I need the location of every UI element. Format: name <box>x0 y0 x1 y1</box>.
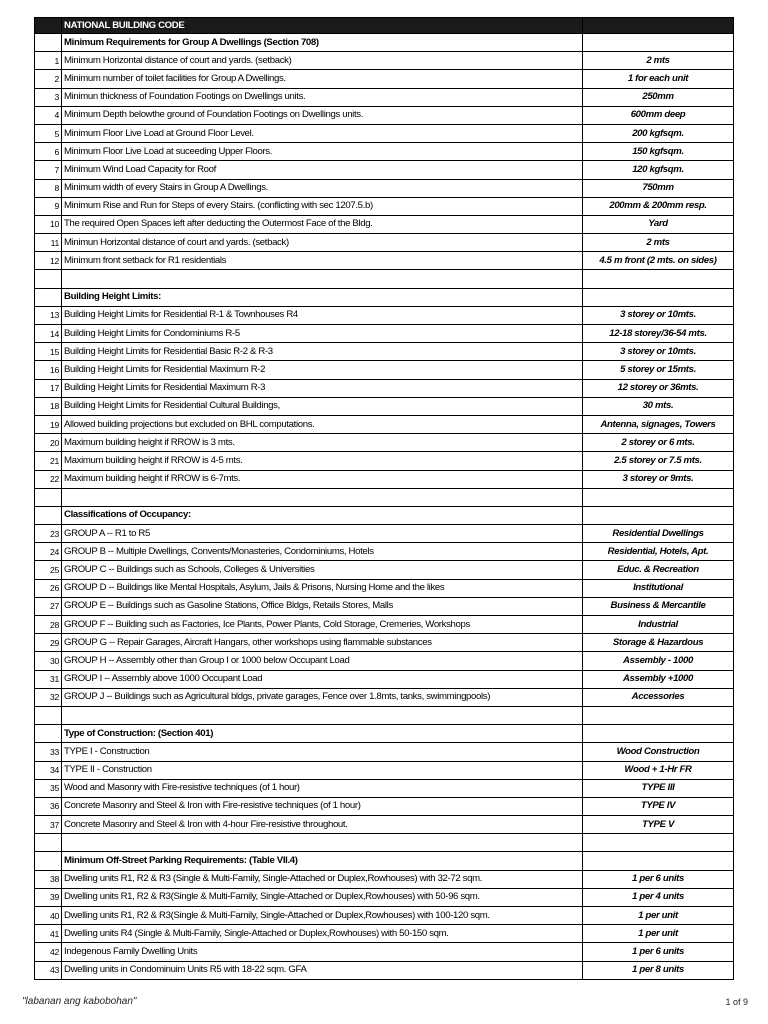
requirement-description: TYPE II - Construction <box>62 761 583 779</box>
row-number: 28 <box>35 616 62 634</box>
requirement-description: Minimum number of toilet facilities for Group A Dwellings. <box>62 70 583 88</box>
row-number <box>35 834 62 852</box>
requirement-description: Minimum Rise and Run for Steps of every Stairs. (conflicting with sec 1207.5.b) <box>62 197 583 215</box>
table-row <box>35 161 734 179</box>
row-number: 8 <box>35 179 62 197</box>
requirement-description: GROUP B -- Multiple Dwellings, Convents/Monasteries, Condominiums, Hotels <box>62 543 583 561</box>
requirement-value: 2 mts <box>583 234 734 252</box>
requirement-description: Building Height Limits for Residential R-1 & Townhouses R4 <box>62 306 583 324</box>
sheet-title: NATIONAL BUILDING CODE <box>62 18 583 34</box>
section-title: Classifications of Occupancy: <box>62 506 583 524</box>
table-row <box>35 670 734 688</box>
header-value-cell <box>583 18 734 34</box>
requirement-description <box>62 270 583 288</box>
requirement-value: Educ. & Recreation <box>583 561 734 579</box>
row-number: 13 <box>35 306 62 324</box>
table-row <box>35 325 734 343</box>
requirement-description: Dwelling units R1, R2 & R3(Single & Multi-Family, Single-Attached or Duplex,Rowhouses) with 50-96 sqm. <box>62 888 583 906</box>
row-number: 18 <box>35 397 62 415</box>
row-number: 34 <box>35 761 62 779</box>
table-row <box>35 361 734 379</box>
section-header-row <box>35 288 734 306</box>
requirement-description: GROUP J -- Buildings such as Agricultural bldgs, private garages, Fence over 1.8mts, tanks, swimmingpools) <box>62 688 583 706</box>
requirement-value: 30 mts. <box>583 397 734 415</box>
table-row <box>35 579 734 597</box>
requirement-value: 3 storey or 9mts. <box>583 470 734 488</box>
requirement-description: Minimum Horizontal distance of court and yards. (setback) <box>62 52 583 70</box>
table-row <box>35 106 734 124</box>
requirement-value: 1 per 6 units <box>583 870 734 888</box>
requirement-description: GROUP E -- Buildings such as Gasoline Stations, Office Bldgs, Retails Stores, Malls <box>62 597 583 615</box>
requirement-value: 200mm & 200mm resp. <box>583 197 734 215</box>
requirement-description: Minimum Depth belowthe ground of Foundation Footings on Dwellings units. <box>62 106 583 124</box>
requirement-description: Dwelling units R1, R2 & R3(Single & Multi-Family, Single-Attached or Duplex,Rowhouses) with 100-120 sqm. <box>62 907 583 925</box>
table-row <box>35 743 734 761</box>
requirement-description <box>62 488 583 506</box>
row-number: 11 <box>35 234 62 252</box>
requirement-value: TYPE V <box>583 816 734 834</box>
requirement-description: GROUP A -- R1 to R5 <box>62 525 583 543</box>
row-number: 22 <box>35 470 62 488</box>
table-row <box>35 870 734 888</box>
requirement-description: Dwelling units R1, R2 & R3 (Single & Multi-Family, Single-Attached or Duplex,Rowhouses) with 32-72 sqm. <box>62 870 583 888</box>
requirement-value <box>583 706 734 724</box>
table-row <box>35 234 734 252</box>
requirement-value <box>583 34 734 52</box>
requirement-description: GROUP H -- Assembly other than Group I or 1000 below Occupant Load <box>62 652 583 670</box>
table-row <box>35 543 734 561</box>
table-row <box>35 634 734 652</box>
requirement-value: Yard <box>583 215 734 233</box>
requirement-value <box>583 834 734 852</box>
table-row <box>35 688 734 706</box>
requirement-value: Accessories <box>583 688 734 706</box>
requirement-value: Industrial <box>583 616 734 634</box>
requirement-value: 2 mts <box>583 52 734 70</box>
table-header-row <box>35 18 734 34</box>
requirement-description: Building Height Limits for Residential Maximum R-2 <box>62 361 583 379</box>
requirement-value: Assembly +1000 <box>583 670 734 688</box>
row-number: 10 <box>35 215 62 233</box>
row-number <box>35 852 62 870</box>
requirement-value: 750mm <box>583 179 734 197</box>
row-number: 6 <box>35 143 62 161</box>
table-row <box>35 452 734 470</box>
row-number: 30 <box>35 652 62 670</box>
requirement-value: Residential Dwellings <box>583 525 734 543</box>
requirement-description: Building Height Limits for Residential Basic R-2 & R-3 <box>62 343 583 361</box>
table-row <box>35 415 734 433</box>
row-number <box>35 706 62 724</box>
header-num-cell <box>35 18 62 34</box>
requirement-description: Building Height Limits for Condominiums R-5 <box>62 325 583 343</box>
blank-row <box>35 270 734 288</box>
row-number: 36 <box>35 797 62 815</box>
requirement-description: Maximum building height if RROW is 6-7mts. <box>62 470 583 488</box>
section-title: Minimum Requirements for Group A Dwellings (Section 708) <box>62 34 583 52</box>
table-row <box>35 943 734 961</box>
table-row <box>35 179 734 197</box>
requirement-description: Building Height Limits for Residential Maximum R-3 <box>62 379 583 397</box>
row-number: 42 <box>35 943 62 961</box>
row-number <box>35 506 62 524</box>
requirement-value: Wood Construction <box>583 743 734 761</box>
row-number: 39 <box>35 888 62 906</box>
row-number: 9 <box>35 197 62 215</box>
requirement-description: GROUP G -- Repair Garages, Aircraft Hangars, other workshops using flammable substances <box>62 634 583 652</box>
row-number: 37 <box>35 816 62 834</box>
row-number: 29 <box>35 634 62 652</box>
section-header-row <box>35 725 734 743</box>
table-row <box>35 52 734 70</box>
row-number: 40 <box>35 907 62 925</box>
section-header-row <box>35 506 734 524</box>
requirement-value <box>583 725 734 743</box>
requirement-value: TYPE III <box>583 779 734 797</box>
requirement-description: The required Open Spaces left after deducting the Outermost Face of the Bldg. <box>62 215 583 233</box>
requirement-value: Antenna, signages, Towers <box>583 415 734 433</box>
table-row <box>35 434 734 452</box>
table-row <box>35 88 734 106</box>
row-number: 12 <box>35 252 62 270</box>
row-number: 14 <box>35 325 62 343</box>
row-number <box>35 725 62 743</box>
requirement-description: Wood and Masonry with Fire-resistive techniques (of 1 hour) <box>62 779 583 797</box>
requirement-description: Minimum Floor Live Load at suceeding Upper Floors. <box>62 143 583 161</box>
blank-row <box>35 834 734 852</box>
table-row <box>35 215 734 233</box>
requirement-value: 1 per 4 units <box>583 888 734 906</box>
requirement-value <box>583 270 734 288</box>
row-number: 16 <box>35 361 62 379</box>
row-number: 43 <box>35 961 62 979</box>
table-row <box>35 888 734 906</box>
requirement-value <box>583 288 734 306</box>
row-number <box>35 34 62 52</box>
requirement-value <box>583 488 734 506</box>
requirement-description <box>62 834 583 852</box>
requirement-description: Concrete Masonry and Steel & Iron with Fire-resistive techniques (of 1 hour) <box>62 797 583 815</box>
table-row <box>35 343 734 361</box>
requirement-value: Business & Mercantile <box>583 597 734 615</box>
requirement-description: Allowed building projections but excluded on BHL computations. <box>62 415 583 433</box>
row-number: 2 <box>35 70 62 88</box>
requirement-value: 250mm <box>583 88 734 106</box>
table-row <box>35 397 734 415</box>
row-number: 27 <box>35 597 62 615</box>
table-row <box>35 124 734 142</box>
building-code-sheet <box>34 17 734 980</box>
row-number: 26 <box>35 579 62 597</box>
row-number: 5 <box>35 124 62 142</box>
requirement-value: TYPE IV <box>583 797 734 815</box>
requirement-description: Concrete Masonry and Steel & Iron with 4-hour Fire-resistive throughout. <box>62 816 583 834</box>
row-number: 17 <box>35 379 62 397</box>
requirement-description: Minimun Horizontal distance of court and yards. (setback) <box>62 234 583 252</box>
blank-row <box>35 706 734 724</box>
requirement-description: Minimun thickness of Foundation Footings on Dwellings units. <box>62 88 583 106</box>
table-row <box>35 197 734 215</box>
section-header-row <box>35 852 734 870</box>
row-number: 32 <box>35 688 62 706</box>
requirement-description: GROUP I -- Assembly above 1000 Occupant Load <box>62 670 583 688</box>
requirement-value: 1 per 8 units <box>583 961 734 979</box>
requirement-value: 2 storey or 6 mts. <box>583 434 734 452</box>
table-row <box>35 652 734 670</box>
requirement-value: Residential, Hotels, Apt. <box>583 543 734 561</box>
requirement-value: 4.5 m front (2 mts. on sides) <box>583 252 734 270</box>
requirement-value <box>583 852 734 870</box>
row-number: 21 <box>35 452 62 470</box>
row-number: 15 <box>35 343 62 361</box>
row-number: 19 <box>35 415 62 433</box>
table-row <box>35 143 734 161</box>
requirement-description: Maximum building height if RROW is 3 mts. <box>62 434 583 452</box>
row-number: 24 <box>35 543 62 561</box>
table-row <box>35 816 734 834</box>
footer-motto: "labanan ang kabobohan" <box>22 996 137 1007</box>
requirement-value: 600mm deep <box>583 106 734 124</box>
requirement-description: Minimum width of every Stairs in Group A Dwellings. <box>62 179 583 197</box>
table-row <box>35 779 734 797</box>
requirement-value: 12-18 storey/36-54 mts. <box>583 325 734 343</box>
row-number: 38 <box>35 870 62 888</box>
requirement-description: Dwelling units in Condominuim Units R5 with 18-22 sqm. GFA <box>62 961 583 979</box>
table-row <box>35 525 734 543</box>
table-row <box>35 907 734 925</box>
requirement-value: Assembly - 1000 <box>583 652 734 670</box>
section-title: Type of Construction: (Section 401) <box>62 725 583 743</box>
requirement-description: GROUP D -- Buildings like Mental Hospitals, Asylum, Jails & Prisons, Nursing Home and the likes <box>62 579 583 597</box>
row-number: 31 <box>35 670 62 688</box>
section-title: Building Height Limits: <box>62 288 583 306</box>
requirement-description: GROUP F -- Building such as Factories, Ice Plants, Power Plants, Cold Storage, Cremeries, Workshops <box>62 616 583 634</box>
row-number: 41 <box>35 925 62 943</box>
requirement-value: 1 per 6 units <box>583 943 734 961</box>
requirement-description: Maximum building height if RROW is 4-5 mts. <box>62 452 583 470</box>
requirement-value: 1 for each unit <box>583 70 734 88</box>
requirement-value: 5 storey or 15mts. <box>583 361 734 379</box>
requirement-value: Institutional <box>583 579 734 597</box>
blank-row <box>35 488 734 506</box>
requirements-table <box>34 17 734 980</box>
row-number: 33 <box>35 743 62 761</box>
row-number: 25 <box>35 561 62 579</box>
page-number: 1 of 9 <box>725 997 748 1007</box>
requirement-value: 1 per unit <box>583 925 734 943</box>
table-row <box>35 379 734 397</box>
requirement-description: Minimum Wind Load Capacity for Roof <box>62 161 583 179</box>
requirement-value: 150 kgfsqm. <box>583 143 734 161</box>
requirement-value: 1 per unit <box>583 907 734 925</box>
row-number: 3 <box>35 88 62 106</box>
requirement-value: 2.5 storey or 7.5 mts. <box>583 452 734 470</box>
requirement-value: Wood + 1-Hr FR <box>583 761 734 779</box>
table-row <box>35 470 734 488</box>
row-number: 35 <box>35 779 62 797</box>
requirement-description: Minimum Floor Live Load at Ground Floor Level. <box>62 124 583 142</box>
table-row <box>35 616 734 634</box>
requirement-description: TYPE I - Construction <box>62 743 583 761</box>
row-number: 20 <box>35 434 62 452</box>
row-number <box>35 270 62 288</box>
row-number <box>35 288 62 306</box>
table-row <box>35 761 734 779</box>
row-number: 1 <box>35 52 62 70</box>
row-number <box>35 488 62 506</box>
table-row <box>35 797 734 815</box>
requirement-description <box>62 706 583 724</box>
row-number: 23 <box>35 525 62 543</box>
table-row <box>35 925 734 943</box>
table-row <box>35 561 734 579</box>
requirement-description: Minimum front setback for R1 residentials <box>62 252 583 270</box>
requirement-description: Indegenous Family Dwelling Units <box>62 943 583 961</box>
requirement-value: 12 storey or 36mts. <box>583 379 734 397</box>
requirement-value <box>583 506 734 524</box>
requirement-value: 120 kgfsqm. <box>583 161 734 179</box>
requirement-value: 3 storey or 10mts. <box>583 306 734 324</box>
section-title: Minimum Off-Street Parking Requirements: (Table VII.4) <box>62 852 583 870</box>
requirement-value: Storage & Hazardous <box>583 634 734 652</box>
table-row <box>35 306 734 324</box>
table-row <box>35 961 734 979</box>
requirement-description: Dwelling units R4 (Single & Multi-Family, Single-Attached or Duplex,Rowhouses) with 50-150 sqm. <box>62 925 583 943</box>
table-row <box>35 597 734 615</box>
table-row <box>35 70 734 88</box>
requirement-description: GROUP C -- Buildings such as Schools, Colleges & Universities <box>62 561 583 579</box>
requirement-value: 200 kgfsqm. <box>583 124 734 142</box>
requirement-value: 3 storey or 10mts. <box>583 343 734 361</box>
row-number: 7 <box>35 161 62 179</box>
requirement-description: Building Height Limits for Residential Cultural Buildings, <box>62 397 583 415</box>
table-row <box>35 252 734 270</box>
row-number: 4 <box>35 106 62 124</box>
section-header-row <box>35 34 734 52</box>
